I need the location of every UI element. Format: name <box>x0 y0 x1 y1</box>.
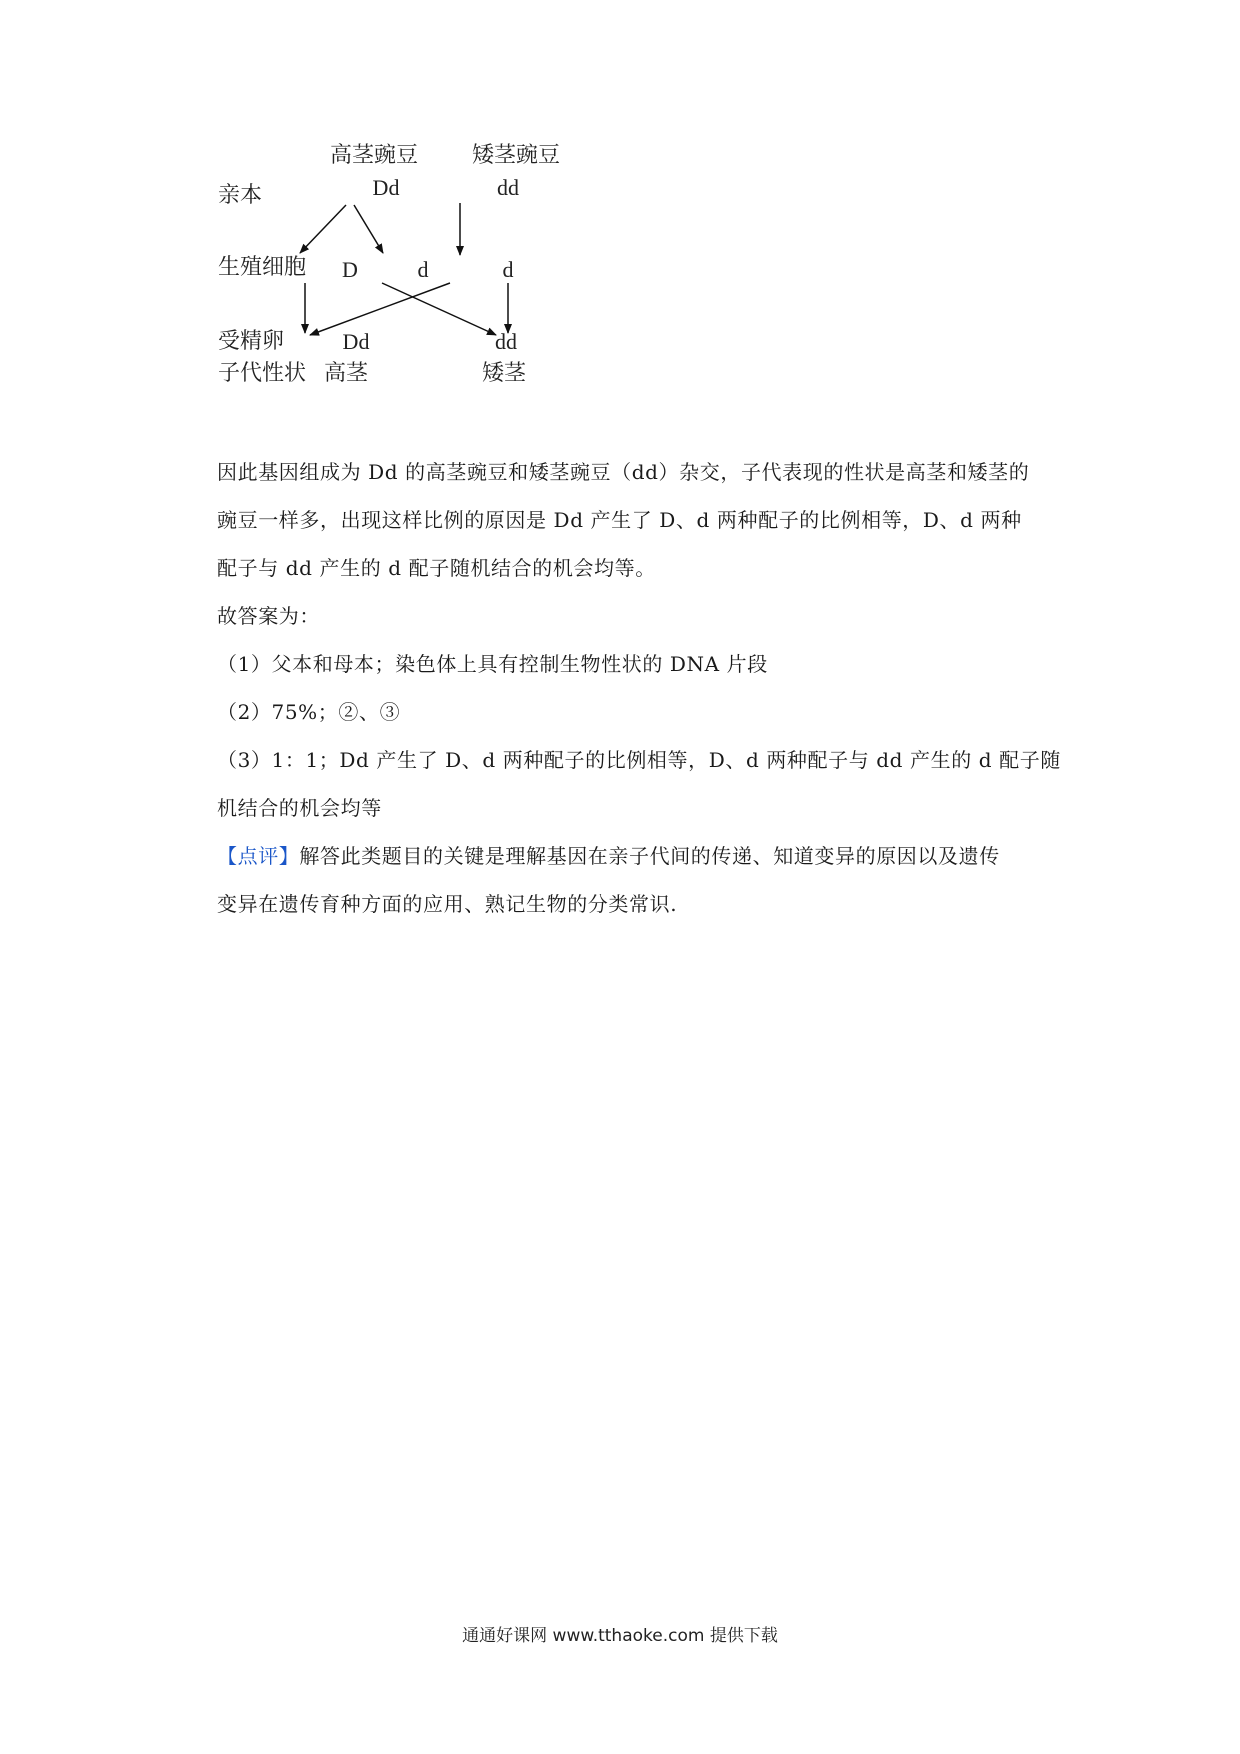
parent1-genotype: Dd <box>372 175 400 200</box>
explanation-text <box>217 448 1061 928</box>
answer-3: （3）1：1；Dd 产生了 D、d 两种配子的比例相等，D、d 两种配子与 dd 产生的 d 配子随 <box>217 748 1061 772</box>
row-label-parent: 亲本 <box>218 183 263 208</box>
offspring-tall: 高茎 <box>324 361 369 386</box>
row-label-gamete: 生殖细胞 <box>218 255 307 280</box>
zygote-Dd: Dd <box>342 329 370 354</box>
comment-line <box>217 832 1057 880</box>
comment-tag: 【点评】 <box>217 844 300 868</box>
comment-text: 解答此类题目的关键是理解基因在亲子代间的传递、知道变异的原因以及遗传 <box>299 844 1000 868</box>
parent1-phenotype: 高茎豌豆 <box>330 143 419 168</box>
parent2-phenotype: 矮茎豌豆 <box>472 143 561 168</box>
row-label-offspring: 子代性状 <box>218 361 307 386</box>
answer-2: （2）75%；②、③ <box>217 700 401 724</box>
arrow-d2-to-Dd <box>310 283 450 335</box>
gamete-D: D <box>342 257 358 282</box>
answer-3-cont: 机结合的机会均等 <box>217 796 382 820</box>
text-line: 豌豆一样多，出现这样比例的原因是 Dd 产生了 D、d 两种配子的比例相等，D、d 两种 <box>217 508 1022 532</box>
answer-1: （1）父本和母本；染色体上具有控制生物性状的 DNA 片段 <box>217 652 768 676</box>
page-footer: 通通好课网 www.tthaoke.com 提供下载 <box>462 1626 778 1646</box>
gamete-d-right: d <box>502 257 514 282</box>
genetic-cross-diagram <box>210 143 570 435</box>
row-label-zygote: 受精卵 <box>218 329 285 354</box>
zygote-dd: dd <box>495 329 517 354</box>
text-line: 配子与 dd 产生的 d 配子随机结合的机会均等。 <box>217 556 656 580</box>
arrow-Dd-to-D <box>300 205 346 253</box>
offspring-short: 矮茎 <box>482 361 527 386</box>
arrow-d1-to-dd <box>382 283 496 335</box>
comment-cont: 变异在遗传育种方面的应用、熟记生物的分类常识. <box>217 892 678 916</box>
answer-heading: 故答案为： <box>217 604 320 628</box>
text-line: 因此基因组成为 Dd 的高茎豌豆和矮茎豌豆（dd）杂交，子代表现的性状是高茎和矮茎的 <box>217 460 1030 484</box>
gamete-d-mid: d <box>417 257 429 282</box>
arrow-Dd-to-d <box>354 205 383 253</box>
parent2-genotype: dd <box>497 175 519 200</box>
